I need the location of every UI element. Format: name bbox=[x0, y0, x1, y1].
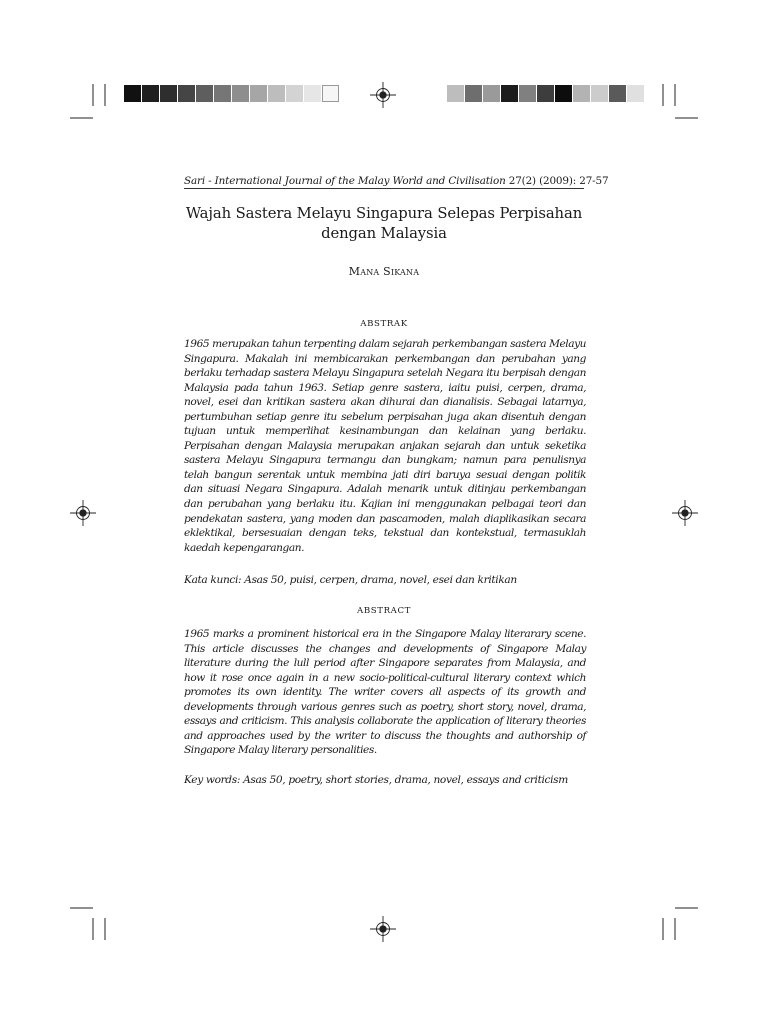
registration-mark-bottom bbox=[370, 916, 396, 942]
abstract-heading: ABSTRACT bbox=[357, 606, 411, 616]
abstract-line: sastera Melayu Singapura termangu dan bungkam; namun para penulisnya bbox=[184, 454, 586, 467]
abstract-line: telah bangun serentak untuk membina jati diri baruya sesuai dengan politik bbox=[184, 468, 586, 481]
abstract-line: Perpisahan dengan Malaysia merupakan anjakan sejarah dan untuk seketika bbox=[184, 439, 586, 452]
abstract-keywords: Key words: Asas 50, poetry, short stories, drama, novel, essays and criticism bbox=[184, 774, 568, 786]
journal-issue: 27(2) (2009): 27-57 bbox=[505, 175, 609, 187]
journal-name: Sari - International Journal of the Malay World and Civilisation bbox=[184, 175, 506, 187]
article-title-line-1: Wajah Sastera Melayu Singapura Selepas Perpisahan bbox=[185, 205, 583, 222]
abstrak-keywords: Kata kunci: Asas 50, puisi, cerpen, drama, novel, esei dan kritikan bbox=[184, 574, 517, 586]
abstract-line: 1965 merupakan tahun terpenting dalam sejarah perkembangan sastera Melayu bbox=[184, 338, 586, 350]
abstract-line: Malaysia pada tahun 1963. Setiap genre sastera, iaitu puisi, cerpen, drama, bbox=[184, 381, 586, 394]
abstrak-heading: ABSTRAK bbox=[360, 319, 408, 329]
journal-running-header bbox=[184, 175, 609, 189]
abstract-line: berlaku terhadap sastera Melayu Singapura setelah Negara itu berpisah dengan bbox=[184, 367, 586, 380]
abstract-line: This article discusses the changes and developments of Singapore Malay bbox=[184, 642, 586, 655]
abstract-line: novel, esei dan kritikan sastera akan dihurai dan dianalisis. Sebagai latarnya, bbox=[184, 396, 586, 409]
registration-mark-left bbox=[70, 500, 96, 526]
abstract-line: Singapura. Makalah ini membicarakan perkembangan dan perubahan yang bbox=[184, 352, 586, 365]
article-title bbox=[150, 204, 618, 244]
abstract-line: Singapore Malay literary personalities. bbox=[184, 744, 377, 757]
abstract-line: promotes its own identity. The writer covers all aspects of its growth and bbox=[184, 686, 586, 699]
abstract-line: kaedah kepengarangan. bbox=[184, 541, 304, 554]
abstrak-body bbox=[184, 337, 586, 555]
abstract-line: how it rose once again in a new socio-political-cultural literary context which bbox=[184, 671, 586, 684]
abstract-line: literature during the lull period after Singapore separates from Malaysia, and bbox=[184, 657, 586, 670]
article-title-line-2: dengan Malaysia bbox=[321, 225, 447, 242]
abstract-line: dan perubahan yang berlaku itu. Kajian ini menggunakan pelbagai teori dan bbox=[184, 498, 586, 511]
abstract-line: dan situasi Negara Singapura. Adalah menarik untuk ditinjau perkembangan bbox=[184, 483, 586, 496]
abstract-line: eklektikal, bersesuaian dengan teks, tekstual dan kontekstual, termasuklah bbox=[184, 527, 586, 540]
abstract-line: essays and criticism. This analysis collaborate the application of literary theories bbox=[184, 715, 586, 728]
registration-mark-right bbox=[672, 500, 698, 526]
abstract-line: tujuan untuk memperlihat kesinambungan dan kelainan yang berlaku. bbox=[184, 425, 586, 438]
registration-mark-top bbox=[370, 82, 396, 108]
abstract-line: pertumbuhan setiap genre itu sebelum perpisahan juga akan disentuh dengan bbox=[184, 410, 586, 423]
abstract-line: pendekatan sastera, yang moden dan pascamoden, malah diaplikasikan secara bbox=[184, 512, 586, 525]
abstract-line: and approaches used by the writer to discuss the thoughts and authorship of bbox=[184, 729, 586, 742]
abstract-line: 1965 marks a prominent historical era in the Singapore Malay literarary scene. bbox=[184, 628, 586, 640]
author-name: Mana Sikana bbox=[348, 265, 420, 278]
abstract-body bbox=[184, 627, 586, 758]
abstract-line: developments through various genres such as poetry, short story, novel, drama, bbox=[184, 700, 586, 713]
